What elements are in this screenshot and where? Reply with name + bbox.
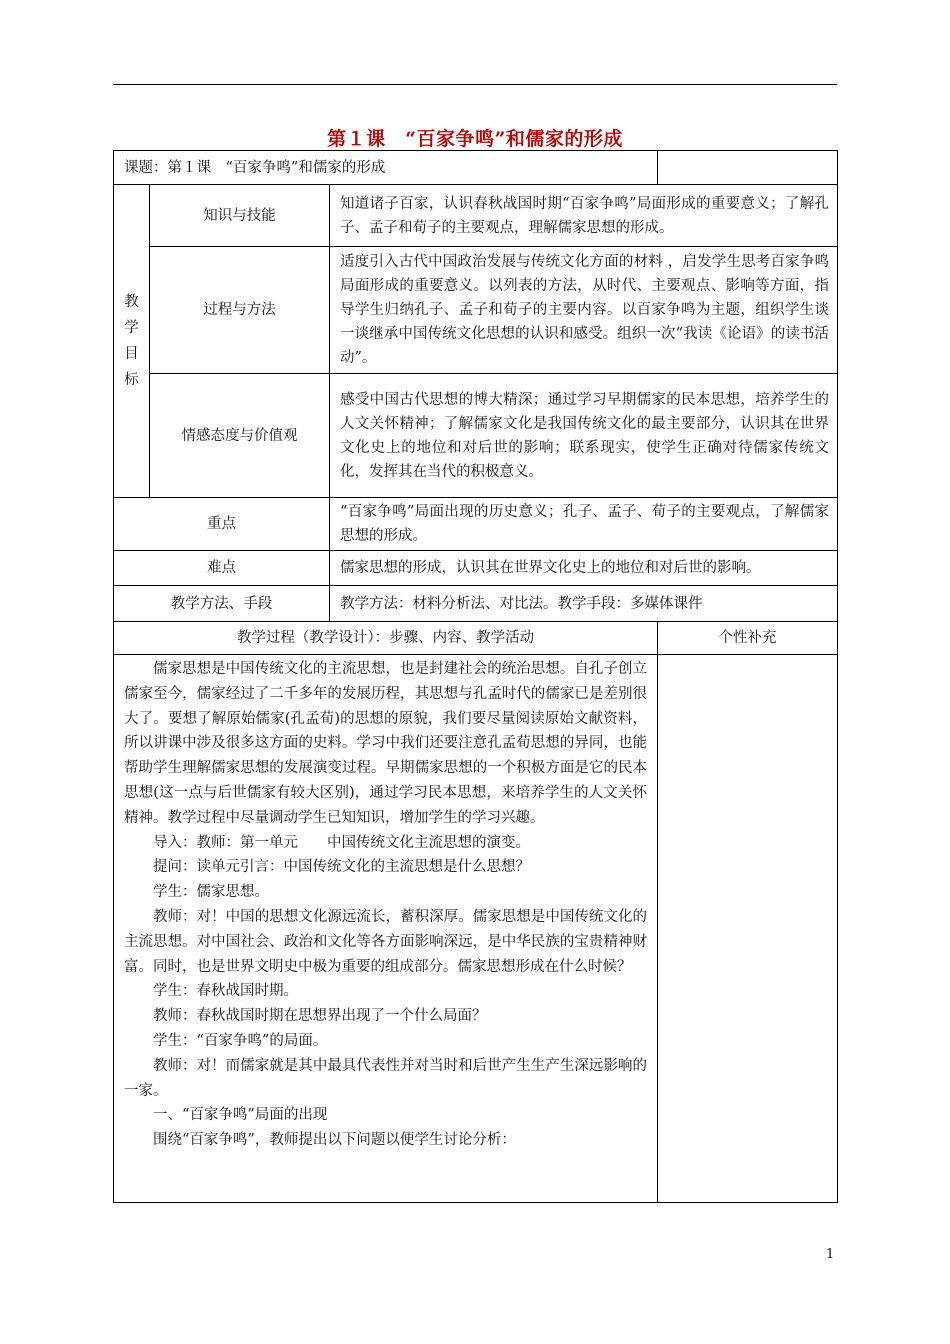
methods-content: 教学方法：材料分析法、对比法。教学手段：多媒体课件 bbox=[330, 586, 838, 622]
process-paragraph: 教师：对！而儒家就是其中最具代表性并对当时和后世产生生产生深远影响的一家。 bbox=[124, 1057, 648, 1099]
process-paragraph: 一、“百家争鸣”局面的出现 bbox=[153, 1107, 328, 1124]
objective-label-knowledge: 知识与技能 bbox=[150, 185, 330, 247]
difficulties-label: 难点 bbox=[114, 551, 330, 586]
objective-content-values: 感受中国古代思想的博大精深；通过学习早期儒家的民本思想，培养学生的人文关怀精神；了解儒家文化是我国传统文化的最主要部分，认识其在世界文化史上的地位和对后世的影响；联系现实，使学生正确对待儒家传统文化，发挥其在当代的积极意义。 bbox=[330, 374, 838, 498]
process-paragraph: 提问：读单元引言：中国传统文化的主流思想是什么思想？ bbox=[153, 859, 530, 876]
supplement-header: 个性补充 bbox=[658, 622, 838, 655]
empty-cell bbox=[658, 151, 838, 185]
objective-content-process: 适度引入古代中国政治发展与传统文化方面的材料 ，启发学生思考百家争鸣局面形成的重要意义。以列表的方法，从时代、主要观点、影响等方面，指导学生归纳孔子、孟子和荀子的主要内容。以百家争鸣为主题，组织学生谈一谈继承中国传统文化思想的认识和感受。组织一次“我读《论语》的读书活动”。 bbox=[330, 247, 838, 374]
objective-label-process: 过程与方法 bbox=[150, 247, 330, 374]
process-header: 教学过程（教学设计）：步骤、内容、教学活动 bbox=[114, 622, 658, 655]
page-number: 1 bbox=[826, 1247, 835, 1262]
process-paragraph: 学生：儒家思想。 bbox=[153, 884, 269, 901]
lesson-topic: 课题：第１课 “百家争鸣”和儒家的形成 bbox=[114, 151, 658, 185]
methods-label: 教学方法、手段 bbox=[114, 586, 330, 622]
objectives-char: 学 bbox=[124, 320, 139, 336]
process-paragraph: 教师：对！中国的思想文化源远流长，蓄积深厚。儒家思想是中国传统文化的主流思想。对中国社会、政治和文化等各方面影响深远，是中华民族的宝贵精神财富。同时，也是世界文明史中极为重要的组成部分。儒家思想形成在什么时候？ bbox=[124, 908, 648, 975]
objectives-char: 教 bbox=[124, 294, 139, 310]
lesson-plan-table bbox=[113, 150, 838, 1203]
objectives-label bbox=[114, 185, 150, 498]
process-paragraph: 学生：“百家争鸣”的局面。 bbox=[153, 1032, 328, 1049]
objectives-char: 目 bbox=[124, 346, 139, 362]
key-points-label: 重点 bbox=[114, 498, 330, 551]
header-rule bbox=[113, 84, 837, 85]
key-points-content: “百家争鸣”局面出现的历史意义；孔子、孟子、荀子的主要观点，了解儒家思想的形成。 bbox=[330, 498, 838, 551]
process-paragraph: 围绕“百家争鸣”，教师提出以下问题以便学生讨论分析： bbox=[153, 1132, 516, 1149]
objective-label-values: 情感态度与价值观 bbox=[150, 374, 330, 498]
process-paragraph: 学生：春秋战国时期。 bbox=[153, 983, 298, 1000]
process-paragraph: 儒家思想是中国传统文化的主流思想，也是封建社会的统治思想。自孔子创立儒家至今，儒家经过了二千多年的发展历程，其思想与孔孟时代的儒家已是差别很大了。要想了解原始儒家(孔孟荀)的思想的原貌，我们要尽量阅读原始文献资料，所以讲课中涉及很多这方面的史料。学习中我们还要注意孔孟荀思想的异同，也能帮助学生理解儒家思想的发展演变过程。早期儒家思想的一个积极方面是它的民本思想(这一点与后世儒家有较大区别)，通过学习民本思想，来培养学生的人文关怀精神。教学过程中尽量调动学生已知知识，增加学生的学习兴趣。 bbox=[124, 661, 648, 826]
objectives-char: 标 bbox=[124, 372, 139, 388]
process-body bbox=[114, 655, 658, 1203]
process-paragraph: 导入：教师：第一单元 中国传统文化主流思想的演变。 bbox=[153, 834, 530, 851]
difficulties-content: 儒家思想的形成，认识其在世界文化史上的地位和对后世的影响。 bbox=[330, 551, 838, 586]
objective-content-knowledge: 知道诸子百家，认识春秋战国时期“百家争鸣”局面形成的重要意义；了解孔子、孟子和荀子的主要观点，理解儒家思想的形成。 bbox=[330, 185, 838, 247]
page-title: 第１课 “百家争鸣”和儒家的形成 bbox=[327, 128, 623, 150]
process-paragraph: 教师：春秋战国时期在思想界出现了一个什么局面？ bbox=[153, 1008, 487, 1025]
supplement-body bbox=[658, 655, 838, 1203]
